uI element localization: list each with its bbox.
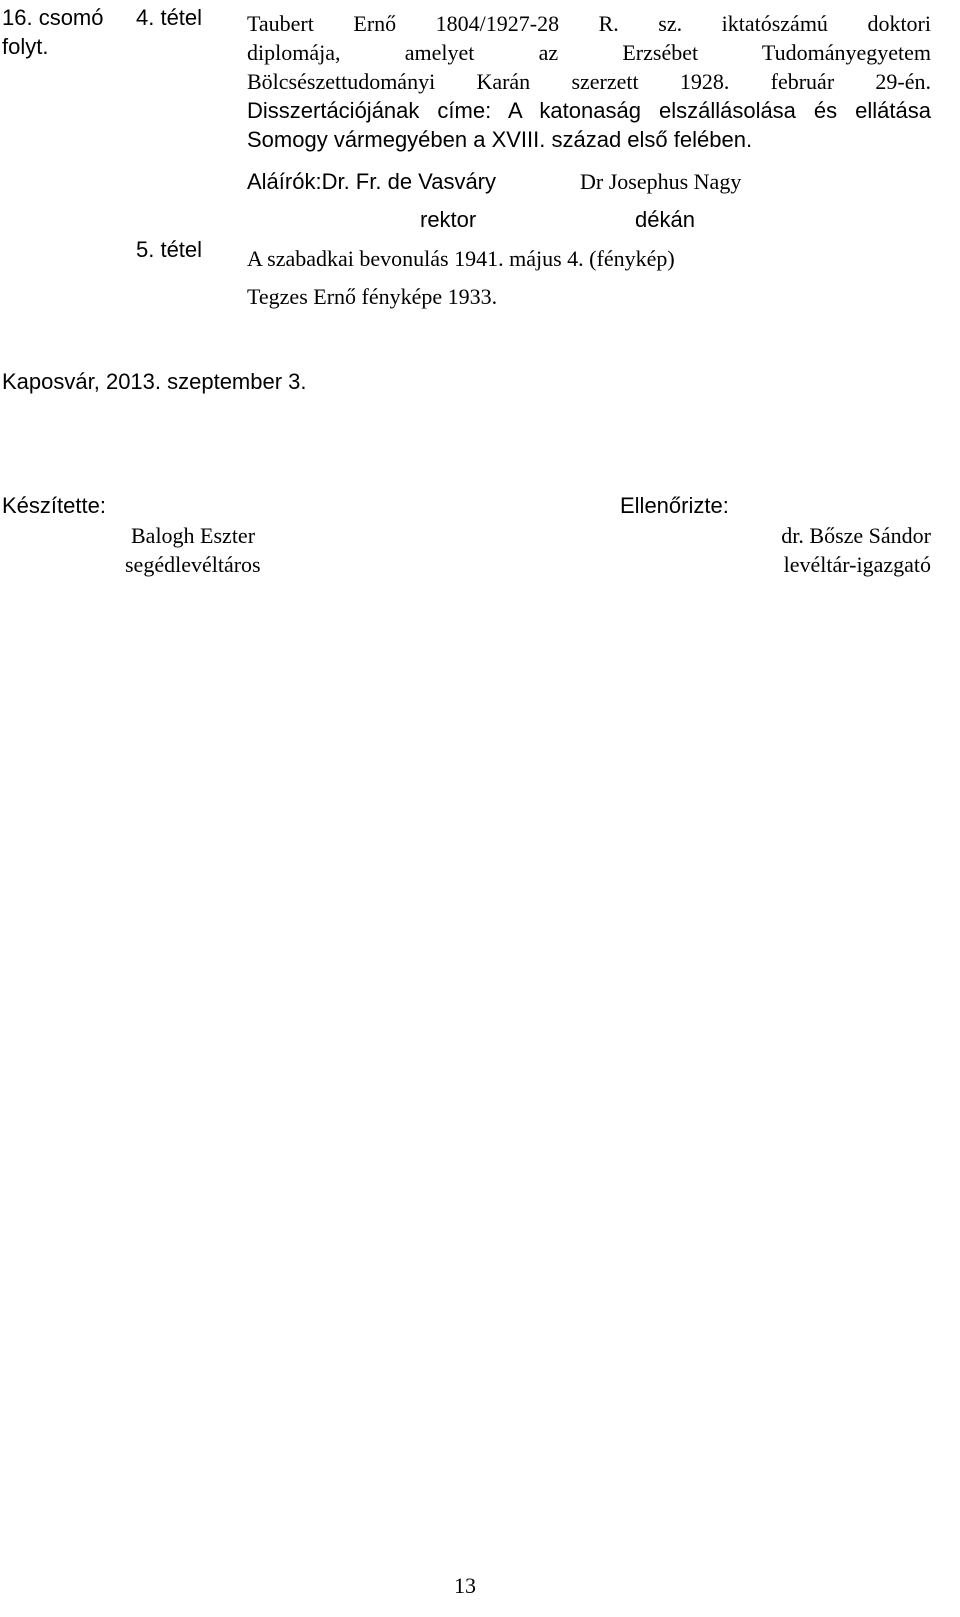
description-line: Taubert Ernő 1804/1927-28 R. sz. iktatószámú doktori	[247, 11, 931, 36]
description-line: diplomája, amelyet az Erzsébet Tudományegyetem	[247, 40, 931, 65]
group-label-line2: folyt.	[2, 34, 49, 59]
signer-1-role: rektor	[420, 207, 477, 232]
description-line: Bölcsészettudományi Karán szerzett 1928. február 29-én.	[247, 69, 931, 94]
page-number: 13	[454, 1573, 476, 1598]
signer-2-name: Dr Josephus Nagy	[580, 169, 742, 194]
description-line: Disszertációjának címe: A katonaság elszállásolása és ellátása	[247, 98, 931, 123]
prepared-by-name: Balogh Eszter	[131, 523, 256, 548]
signers-label: Aláírók:Dr. Fr. de Vasváry	[247, 169, 497, 194]
entry-5-line-1: A szabadkai bevonulás 1941. május 4. (fénykép)	[247, 246, 675, 271]
item-label-5: 5. tétel	[136, 237, 203, 262]
checked-by-title: levéltár-igazgató	[783, 552, 931, 577]
entry-5-line-2: Tegzes Ernő fényképe 1933.	[247, 284, 498, 309]
signer-2-role: dékán	[635, 207, 695, 232]
description-line: Somogy vármegyében a XVIII. század első felében.	[247, 127, 753, 152]
group-label-line1: 16. csomó	[2, 5, 104, 30]
prepared-by-title: segédlevéltáros	[125, 552, 261, 577]
entry-4-description	[247, 9, 931, 154]
checked-by-label: Ellenőrizte:	[620, 493, 729, 518]
place-date: Kaposvár, 2013. szeptember 3.	[2, 369, 307, 394]
prepared-by-label: Készítette:	[2, 493, 106, 518]
checked-by-name: dr. Bősze Sándor	[781, 523, 931, 548]
item-label-4: 4. tétel	[136, 5, 203, 30]
